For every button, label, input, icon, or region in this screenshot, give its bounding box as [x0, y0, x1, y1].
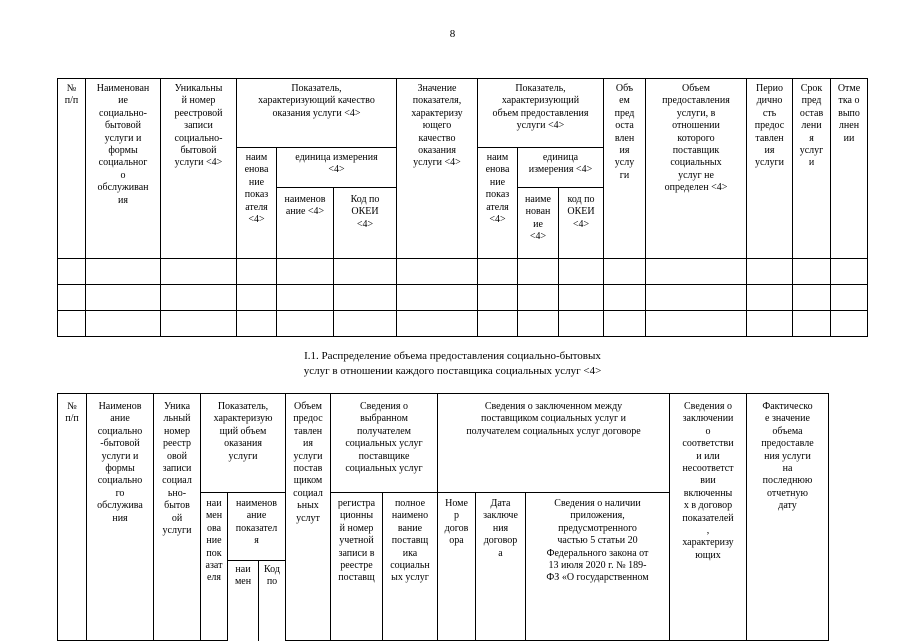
header-selected-provider: Сведения о выбранном получателем социальных услуг поставщике социальных услуг — [331, 394, 438, 493]
section-heading: I.1. Распределение объема предоставления социально-бытовых услуг в отношении каждого поставщика социальных услуг <4> — [303, 350, 602, 377]
header-quality-indicator: Показатель, характеризующий качество оказания услуги <4> — [237, 79, 397, 148]
header-provider-full-name: полное наимено вание поставщ ика социальн ых услуг — [383, 493, 438, 641]
table-row — [58, 285, 868, 311]
header-provider-volume: Объем предос тавлен ия услуги постав щиком социал ьных услут — [286, 394, 331, 641]
header-volume-indicator: Показатель, характеризую щий объем оказания услуги — [201, 394, 286, 493]
header-volume-unassigned: Объем предоставления услуги, в отношении которого поставщик социальных услуг не определен <4> — [646, 79, 747, 259]
header-volume-indicator: Показатель, характеризующий объем предоставления услуги <4> — [478, 79, 604, 148]
table-row — [58, 311, 868, 337]
header-appendix-info: Сведения о наличии приложения, предусмотренного частью 5 статьи 20 Федерального закона от 13 июля 2020 г. № 189- ФЗ «О государственном — [526, 493, 670, 641]
header-volume-unit-name: наиме нован ие <4> — [518, 188, 559, 259]
header-registry-number: Уника льный номер реестр овой записи социал ьно- бытов ой услуги — [154, 394, 201, 641]
header-indicator-name: наи мен ова ние пок азат еля — [201, 493, 228, 641]
distribution-table — [57, 393, 829, 641]
header-indicator-unit-name: наи мен — [228, 561, 259, 641]
header-contract-number: Номе р догов ора — [438, 493, 476, 641]
header-num: № п/п — [58, 394, 87, 641]
services-table — [57, 78, 868, 337]
page-number: 8 — [449, 28, 456, 40]
table-row — [58, 259, 868, 285]
header-volume-okei: код по ОКЕИ <4> — [559, 188, 604, 259]
header-quality-unit-name: наименов ание <4> — [277, 188, 334, 259]
header-volume-total: Объ ем пред оста влен ия услу ги — [604, 79, 646, 259]
header-indicator-unit-code: Код по — [259, 561, 286, 641]
header-quality-unit: единица измерения <4> — [277, 148, 397, 188]
header-contract-date: Дата заключе ния договор а — [476, 493, 526, 641]
header-indicator-unit: наименов ание показател я — [228, 493, 286, 561]
header-actual-volume: Фактическо е значение объема предоставле ния услуги на последнюю отчетную дату — [747, 394, 829, 641]
header-term: Срок пред остав лени я услуг и — [793, 79, 831, 259]
header-periodicity: Перио дично сть предос тавлен ия услуги — [747, 79, 793, 259]
header-conformity-conclusion: Сведения о заключении о соответстви и или несоответст вии включенны х в договор показателей , характеризу ющих — [670, 394, 747, 641]
header-volume-name: наим енова ние показ ателя <4> — [478, 148, 518, 259]
header-service-name: Наименов ание социально -бытовой услуги и формы социально го обслужива ния — [87, 394, 154, 641]
header-quality-name: наим енова ние показ ателя <4> — [237, 148, 277, 259]
header-registry-number: Уникальны й номер реестровой записи социально- бытовой услуги <4> — [161, 79, 237, 259]
header-registration-number: регистра ционны й номер учетной записи в реестре поставщ — [331, 493, 383, 641]
header-completion-mark: Отме тка о выпо лнен ии — [831, 79, 868, 259]
header-service-name: Наименован ие социально- бытовой услуги и формы социальног о обслуживан ия — [86, 79, 161, 259]
header-num: № п/п — [58, 79, 86, 259]
header-quality-value: Значение показателя, характеризу ющего качество оказания услуги <4> — [397, 79, 478, 259]
header-volume-unit: единица измерения <4> — [518, 148, 604, 188]
header-contract-info: Сведения о заключенном между поставщиком социальных услуг и получателем социальных услуг договоре — [438, 394, 670, 493]
header-quality-okei: Код по ОКЕИ <4> — [334, 188, 397, 259]
